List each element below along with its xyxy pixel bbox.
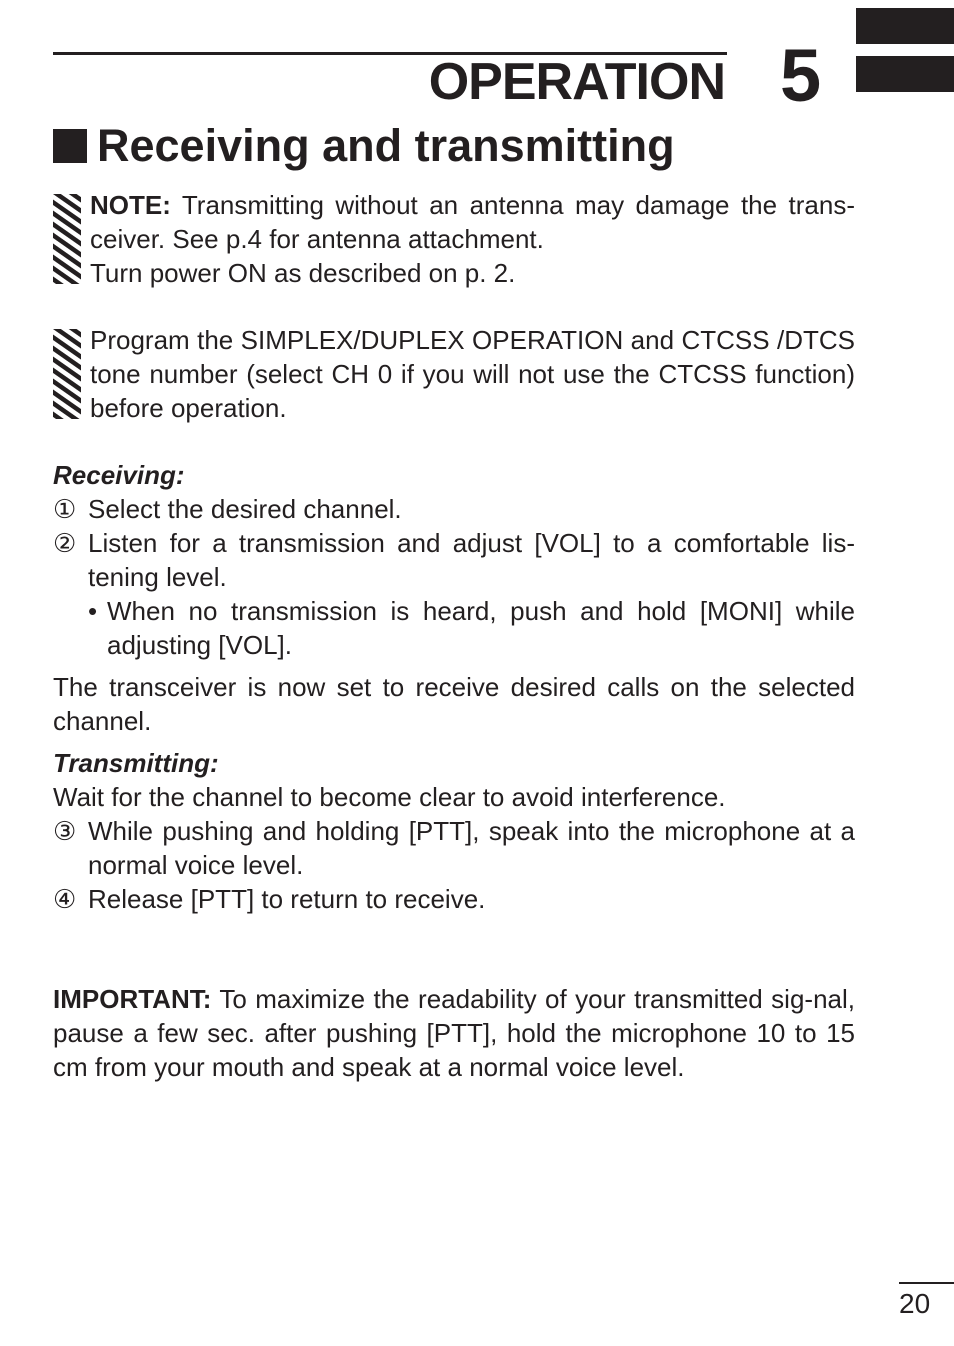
step-4-number: ④ (53, 884, 77, 914)
chapter-tab-bar-bottom (856, 56, 954, 92)
note-text (90, 188, 855, 290)
hatch-marker-icon (53, 194, 81, 284)
note-antenna-text: Transmitting without an antenna may damage the trans-ceiver. See p.4 for antenna attachment. (90, 190, 855, 254)
bullet-moni (53, 594, 855, 662)
section-title-text: Receiving and transmitting (97, 120, 675, 171)
transmitting-section (53, 746, 855, 916)
step-2 (53, 526, 855, 594)
step-1-text: Select the desired channel. (88, 494, 402, 524)
note-line-1 (90, 188, 855, 256)
note-block-antenna (53, 188, 855, 290)
step-3 (53, 814, 855, 882)
step-1 (53, 492, 855, 526)
footer-rule (899, 1282, 954, 1284)
step-1-number: ① (53, 494, 77, 524)
transmitting-intro: Wait for the channel to become clear to avoid interference. (53, 782, 726, 812)
receiving-heading: Receiving: (53, 460, 185, 490)
step-3-text: While pushing and holding [PTT], speak into the microphone at a normal voice level. (88, 816, 855, 880)
chapter-number: 5 (780, 34, 822, 117)
note-block-program (53, 323, 855, 425)
step-2-text: Listen for a transmission and adjust [VOL] to a comfortable lis-tening level. (88, 528, 855, 592)
note-label: NOTE: (90, 190, 171, 220)
note-power-text: Turn power ON as described on p. 2. (90, 258, 516, 288)
bullet-mark: • (88, 596, 98, 626)
important-note (53, 982, 855, 1084)
page-number: 20 (899, 1288, 931, 1319)
receiving-summary: The transceiver is now set to receive desired calls on the selected channel. (53, 672, 855, 736)
chapter-tab-bar-top (856, 8, 954, 44)
receiving-section (53, 458, 855, 738)
bullet-moni-text: When no transmission is heard, push and hold [MONI] while adjusting [VOL]. (107, 596, 855, 660)
step-3-number: ③ (53, 816, 77, 846)
important-label: IMPORTANT: (53, 984, 212, 1014)
step-2-number: ② (53, 528, 77, 558)
chapter-title: OPERATION (428, 53, 725, 111)
step-4 (53, 882, 855, 916)
note-program-text: Program the SIMPLEX/DUPLEX OPERATION and CTCSS /DTCS tone number (select CH 0 if you will not use the CTCSS function) before operation. (90, 325, 855, 423)
hatch-marker-icon (53, 329, 81, 419)
important-text: To maximize the readability of your transmitted sig-nal, pause a few sec. after pushing [PTT], hold the microphone 10 to 15 cm from your mouth and speak at a normal voice level. (53, 984, 855, 1082)
section-square-icon (53, 129, 87, 163)
transmitting-heading: Transmitting: (53, 748, 219, 778)
step-4-text: Release [PTT] to return to receive. (88, 884, 486, 914)
section-title (53, 118, 675, 174)
